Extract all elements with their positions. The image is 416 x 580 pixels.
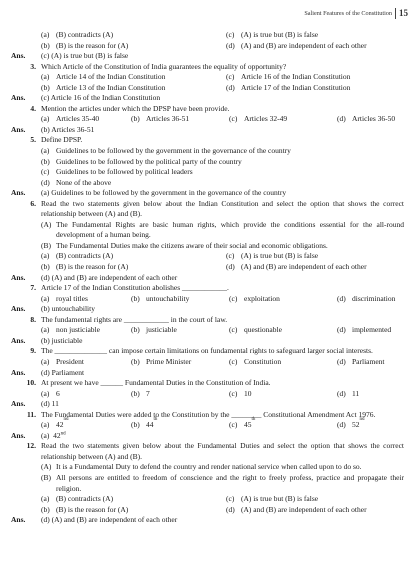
option: (b) (B) is the reason for (A) (41, 262, 129, 272)
statement: (A) The Fundamental Rights are basic human rights, which provide the conditions essential for the all-round development of a human being. (41, 219, 404, 240)
option: (b) (B) is the reason for (A) (41, 40, 129, 50)
option: (c) (A) is true but (B) is false (226, 30, 319, 39)
option: (d) 52 nd (337, 417, 365, 430)
option: (a) Articles 35-40 (41, 114, 100, 124)
option: (c) 45 th (229, 417, 256, 430)
option: (c) 10 (229, 388, 252, 398)
option: (a) (B) contradicts (A) (41, 494, 114, 504)
statement: (B) All persons are entitled to freedom of conscience and the right to freely profess, practice and propagate their religion. (41, 472, 404, 493)
option: (a) Guidelines to be followed by the government in the governance of the country (41, 146, 291, 156)
option: (b) Prime Minister (131, 356, 192, 366)
question-7: 7. Article 17 of the Indian Constitution abolishes ____________. (30, 283, 229, 293)
option: (b) (B) is the reason for (A) (41, 504, 129, 514)
running-header (304, 6, 408, 20)
question-8: 8. The fundamental rights are ____________ in the court of law. (30, 314, 228, 324)
option: (c) (A) is true but (B) is false (226, 494, 319, 504)
option-grid (11, 417, 404, 431)
option: (a) President (41, 356, 84, 366)
option: (a) Article 14 of the Indian Constitution (41, 72, 166, 82)
question-3: 3. Which Article of the Constitution of India guarantees the equality of opportunity? (30, 61, 287, 71)
option: (d) discrimination (337, 293, 396, 303)
option: (d) None of the above (41, 177, 112, 187)
option: (b) 44 th (131, 417, 158, 430)
option: (d) (A) and (B) are independent of each other (226, 40, 367, 50)
answer-line: Ans. (b) untouchability (11, 304, 95, 314)
option: (c) questionable (229, 325, 282, 335)
option: (a) 42 nd (41, 417, 69, 430)
option: (c) Constitution (229, 356, 282, 366)
option: (b) Articles 36-51 (131, 114, 190, 124)
option: (c) (A) is true but (B) is false (226, 251, 319, 261)
option: (d) Parliament (337, 356, 385, 366)
option: (c) exploitation (229, 293, 280, 303)
option-grid (11, 72, 404, 93)
page-number: 15 (395, 8, 408, 19)
option: (d) (A) and (B) are independent of each other (226, 262, 367, 272)
option: (c) Guidelines to be followed by political leaders (41, 167, 193, 177)
option: (a) 6 (41, 388, 60, 398)
option: (d) implemented (337, 325, 392, 335)
option-grid (11, 251, 404, 272)
question-4: 4. Mention the articles under which the DPSP have been provide. (30, 103, 230, 113)
statement: (A) It is a Fundamental Duty to defend the country and render national service when called upon to do so. (41, 462, 362, 472)
answer-line: Ans. (c) (A) is true but (B) is false (11, 51, 129, 61)
option: (c) Articles 32-49 (229, 114, 288, 124)
option-grid (11, 389, 404, 400)
option-grid (11, 357, 404, 368)
question-9: 9. The ______________ can impose certain limitations on fundamental rights to safeguard larger social interests. (30, 346, 373, 356)
option: (b) 7 (131, 388, 150, 398)
answer-line: Ans. (b) justiciable (11, 335, 83, 345)
option-grid (11, 30, 404, 51)
answer-line: Ans. (b) Articles 36-51 (11, 124, 95, 134)
answer-line: Ans. (d) Parliament (11, 367, 85, 377)
option: (a) (B) contradicts (A) (41, 251, 114, 261)
answer-line: Ans. (d) 11 (11, 399, 59, 409)
answer-line: Ans. (d) (A) and (B) are independent of each other (11, 272, 178, 282)
option: (b) Guidelines to be followed by the political party of the country (41, 156, 242, 166)
option: (d) (A) and (B) are independent of each other (226, 504, 367, 514)
option: (b) Article 13 of the Indian Constitution (41, 82, 166, 92)
running-title: Salient Features of the Constitution (304, 9, 392, 17)
question-12: 12. Read the two statements given below about the Fundamental Duties and select the option that shows the correct relationship between (A) and (B). (26, 441, 404, 461)
option: (d) Article 17 of the Indian Constitution (226, 82, 351, 92)
option-grid (11, 294, 404, 305)
answer-line: Ans. (a) Guidelines to be followed by the government in the governance of the country (11, 188, 287, 198)
option-grid (11, 325, 404, 336)
option-grid (11, 114, 404, 125)
option: (b) untouchability (131, 293, 190, 303)
answer-line: Ans. (a) 42nd (11, 430, 66, 440)
option: (d) Articles 36-50 (337, 114, 396, 124)
option: (d) 11 (337, 388, 360, 398)
option: (c) Article 16 of the Indian Constitution (226, 72, 351, 82)
answer-line: Ans. (d) (A) and (B) are independent of each other (11, 515, 178, 525)
question-11: 11. The Fundamental Duties were added to the Constitution by the ________ Constitutional Amendment Act 1976. (27, 409, 376, 419)
option: (b) justiciable (131, 325, 177, 335)
question-10: 10. At present we have ______ Fundamental Duties in the Constitution of India. (26, 378, 271, 388)
option: (a) royal titles (41, 293, 88, 303)
option: (a) (B) contradicts (A) (41, 30, 114, 39)
question-5: 5. Define DPSP. (30, 135, 83, 145)
question-6: 6. Read the two statements given below about the Indian Constitution and select the option that shows the correct relationship between (A) and (B). (30, 198, 404, 219)
statement: (B) The Fundamental Duties make the citizens aware of their social and economic obligations. (41, 240, 328, 250)
option: (a) non justiciable (41, 325, 100, 335)
question-list (11, 30, 404, 526)
answer-line: Ans. (c) Article 16 of the Indian Constitution (11, 93, 161, 103)
option-grid (11, 494, 404, 515)
